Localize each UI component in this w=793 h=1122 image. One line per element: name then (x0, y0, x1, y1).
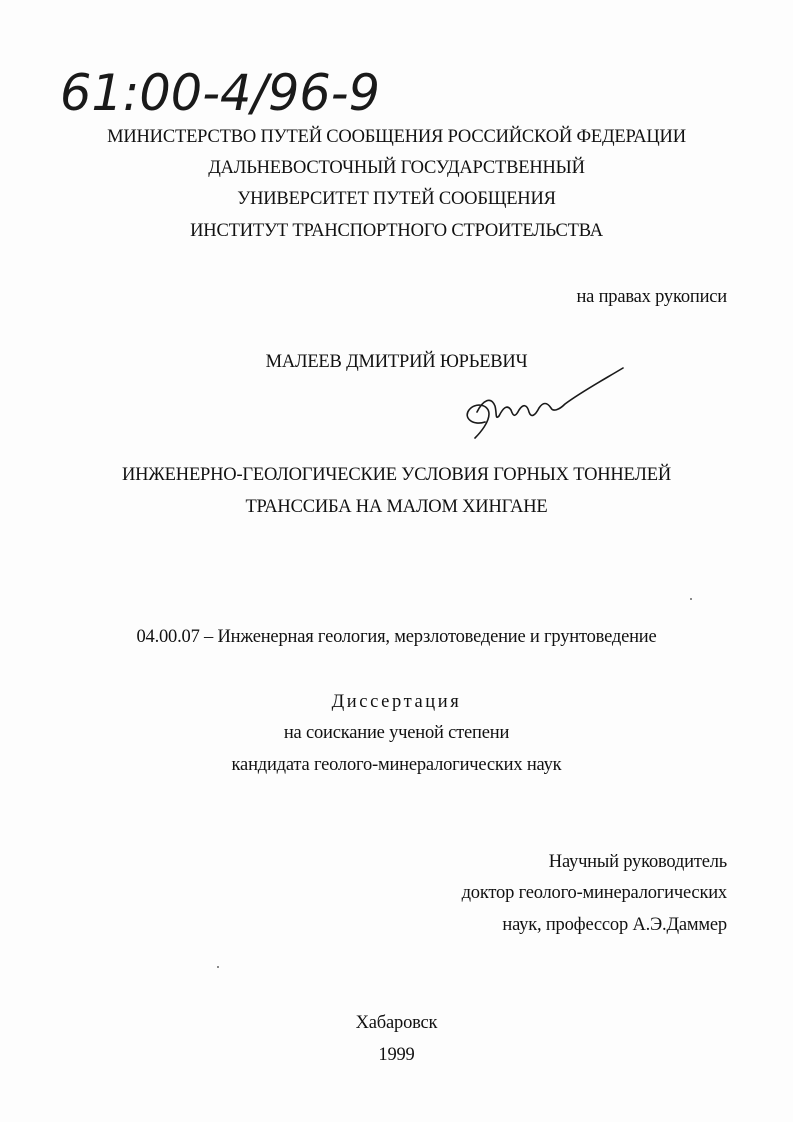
title-line-1: ИНЖЕНЕРНО-ГЕОЛОГИЧЕСКИЕ УСЛОВИЯ ГОРНЫХ ТОННЕЛЕЙ (121, 465, 672, 485)
dissertation-label: Диссертация (331, 692, 462, 712)
university-line-2: УНИВЕРСИТЕТ ПУТЕЙ СООБЩЕНИЯ (237, 189, 556, 209)
year: 1999 (378, 1045, 415, 1065)
manuscript-note: на правах рукописи (576, 287, 727, 307)
handwritten-archive-code (58, 58, 388, 128)
supervisor-name: наук, профессор А.Э.Даммер (502, 915, 727, 935)
scan-speck (217, 966, 219, 968)
title-line-2: ТРАНССИБА НА МАЛОМ ХИНГАНЕ (245, 497, 548, 517)
supervisor-label: Научный руководитель (548, 852, 727, 872)
degree-line-2: кандидата геолого-минералогических наук (231, 755, 562, 775)
author-signature (455, 360, 630, 450)
degree-line-1: на соискание ученой степени (283, 723, 510, 743)
ministry-line: МИНИСТЕРСТВО ПУТЕЙ СООБЩЕНИЯ РОССИЙСКОЙ ФЕДЕРАЦИИ (107, 127, 686, 147)
institute-line: ИНСТИТУТ ТРАНСПОРТНОГО СТРОИТЕЛЬСТВА (190, 221, 603, 241)
archive-code-text: 61:00-4/96-9 (60, 64, 380, 122)
supervisor-degree: доктор геолого-минералогических (461, 883, 727, 903)
author-name: МАЛЕЕВ ДМИТРИЙ ЮРЬЕВИЧ (265, 352, 528, 372)
scan-speck (690, 598, 692, 600)
city: Хабаровск (355, 1013, 438, 1033)
specialty-code: 04.00.07 – Инженерная геология, мерзлотоведение и грунтоведение (136, 627, 657, 647)
university-line-1: ДАЛЬНЕВОСТОЧНЫЙ ГОСУДАРСТВЕННЫЙ (208, 158, 585, 178)
